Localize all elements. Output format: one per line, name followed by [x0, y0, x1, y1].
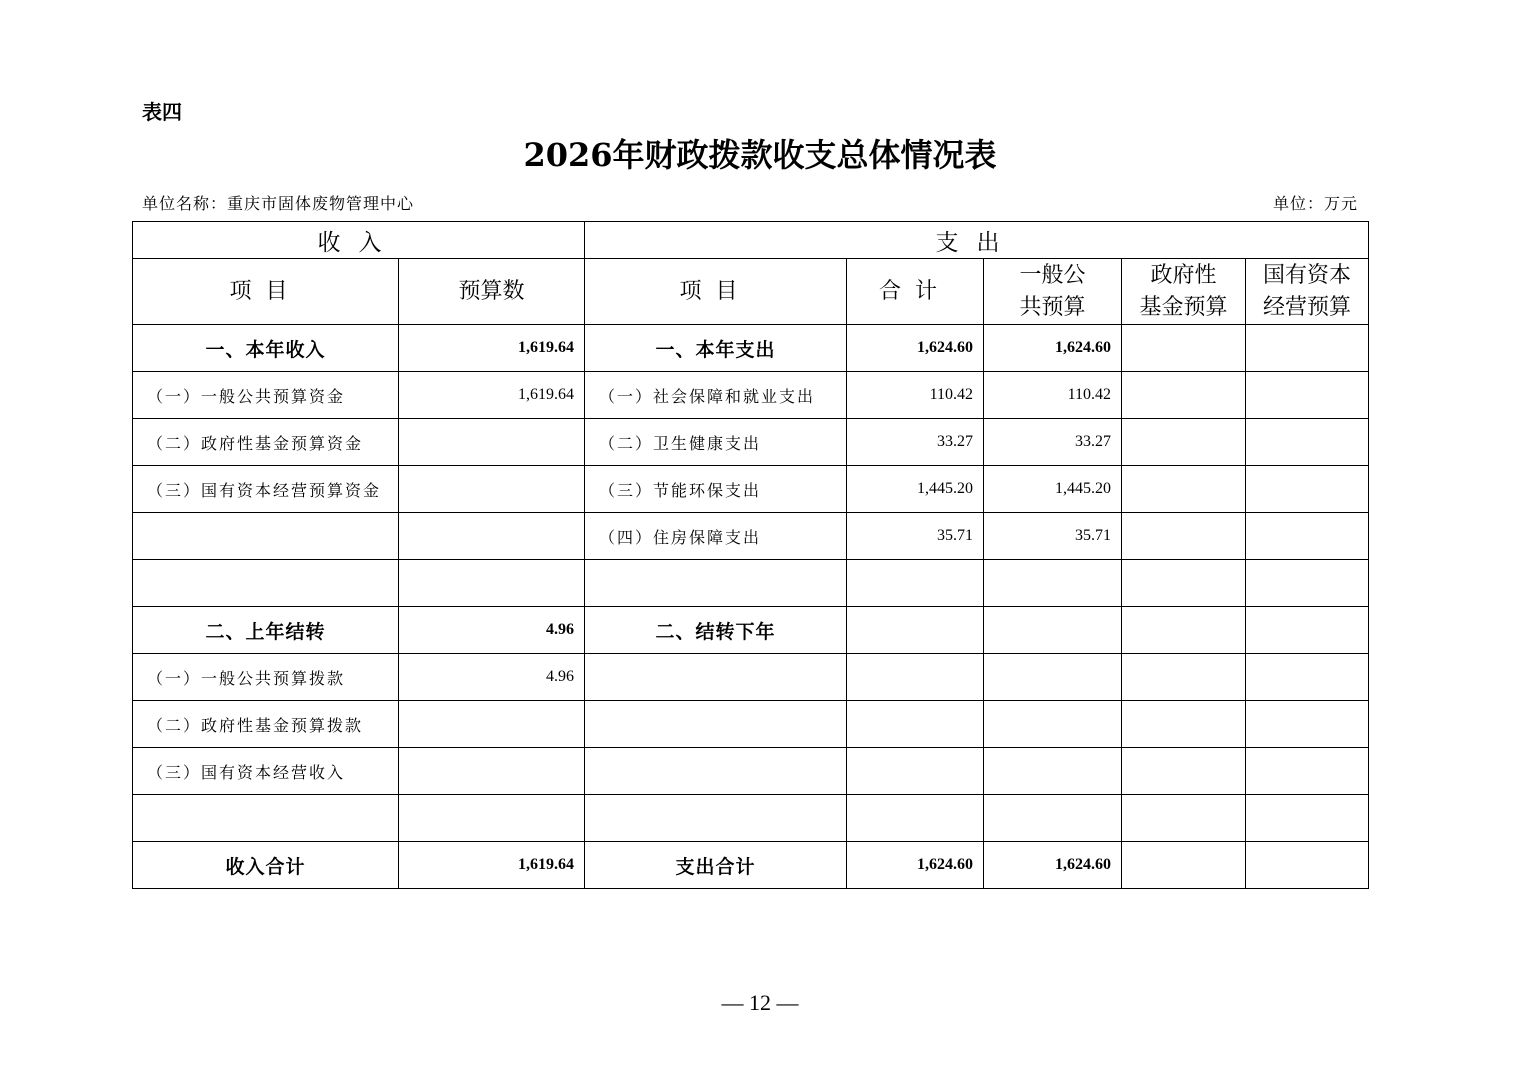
expense-item-cell [585, 795, 847, 842]
state-capital-cell [1246, 372, 1369, 419]
state-capital-cell [1246, 701, 1369, 748]
table-row [133, 842, 1369, 889]
state-capital-cell [1246, 654, 1369, 701]
expense-item-cell [585, 560, 847, 607]
income-item-cell: 一、本年收入 [133, 325, 399, 372]
table-label: 表四 [142, 100, 182, 124]
general-public-header-line1: 一般公 [1019, 262, 1086, 288]
gov-fund-cell [1122, 795, 1246, 842]
income-item-cell [133, 795, 399, 842]
table-row [133, 795, 1369, 842]
income-item-header: 项目 [133, 259, 399, 325]
expense-item-cell [585, 748, 847, 795]
general-public-cell [984, 748, 1122, 795]
general-public-cell [984, 795, 1122, 842]
income-value-cell [399, 748, 585, 795]
state-capital-cell [1246, 560, 1369, 607]
total-cell: 1,624.60 [847, 325, 984, 372]
gov-fund-cell [1122, 325, 1246, 372]
general-public-header-line2: 共预算 [1019, 294, 1086, 320]
gov-fund-cell [1122, 419, 1246, 466]
total-header: 合计 [847, 259, 984, 325]
state-capital-cell [1246, 795, 1369, 842]
income-value-cell: 4.96 [399, 654, 585, 701]
gov-fund-header-line2: 基金预算 [1139, 294, 1228, 320]
gov-fund-header-line1: 政府性 [1150, 262, 1217, 288]
general-public-cell: 1,445.20 [984, 466, 1122, 513]
table-row [133, 654, 1369, 701]
expense-item-cell: （三）节能环保支出 [585, 466, 847, 513]
income-item-cell: 收入合计 [133, 842, 399, 889]
table-row [133, 466, 1369, 513]
table-row [133, 701, 1369, 748]
income-item-cell: 二、上年结转 [133, 607, 399, 654]
gov-fund-cell [1122, 372, 1246, 419]
state-capital-cell [1246, 419, 1369, 466]
table-row [133, 748, 1369, 795]
total-cell [847, 607, 984, 654]
expense-item-cell: （四）住房保障支出 [585, 513, 847, 560]
income-item-cell: （三）国有资本经营预算资金 [133, 466, 399, 513]
expense-item-cell: 支出合计 [585, 842, 847, 889]
income-value-cell [399, 701, 585, 748]
gov-fund-cell [1122, 466, 1246, 513]
general-public-cell: 1,624.60 [984, 325, 1122, 372]
general-public-cell [984, 560, 1122, 607]
total-cell [847, 795, 984, 842]
state-capital-cell [1246, 748, 1369, 795]
table-row [133, 372, 1369, 419]
income-group-header: 收入 [133, 222, 585, 259]
total-cell: 35.71 [847, 513, 984, 560]
income-item-cell [133, 513, 399, 560]
income-value-cell [399, 795, 585, 842]
unit-label: 单位：万元 [1272, 194, 1358, 213]
state-capital-cell [1246, 513, 1369, 560]
income-value-cell [399, 466, 585, 513]
table-row [133, 513, 1369, 560]
gov-fund-cell [1122, 607, 1246, 654]
gov-fund-cell [1122, 560, 1246, 607]
header-columns-row [133, 259, 1369, 325]
gov-fund-cell [1122, 701, 1246, 748]
income-item-cell: （一）一般公共预算资金 [133, 372, 399, 419]
income-item-cell: （二）政府性基金预算资金 [133, 419, 399, 466]
state-capital-cell [1246, 466, 1369, 513]
total-cell: 1,445.20 [847, 466, 984, 513]
income-value-cell [399, 513, 585, 560]
total-cell: 33.27 [847, 419, 984, 466]
gov-fund-header [1122, 259, 1246, 325]
general-public-cell [984, 701, 1122, 748]
total-cell [847, 748, 984, 795]
general-public-cell: 1,624.60 [984, 842, 1122, 889]
total-cell: 110.42 [847, 372, 984, 419]
income-item-cell [133, 560, 399, 607]
state-capital-cell [1246, 325, 1369, 372]
state-capital-header-line1: 国有资本 [1263, 262, 1352, 288]
gov-fund-cell [1122, 654, 1246, 701]
page-number: — 12 — [721, 990, 799, 1015]
income-budget-header: 预算数 [399, 259, 585, 325]
total-cell [847, 654, 984, 701]
header-group-row [133, 222, 1369, 259]
expense-item-cell [585, 654, 847, 701]
budget-table [132, 221, 1369, 889]
income-value-cell [399, 560, 585, 607]
total-cell: 1,624.60 [847, 842, 984, 889]
income-value-cell: 1,619.64 [399, 325, 585, 372]
total-cell [847, 701, 984, 748]
gov-fund-cell [1122, 748, 1246, 795]
expense-item-cell: （一）社会保障和就业支出 [585, 372, 847, 419]
general-public-cell: 110.42 [984, 372, 1122, 419]
general-public-cell: 35.71 [984, 513, 1122, 560]
table-row [133, 607, 1369, 654]
state-capital-cell [1246, 607, 1369, 654]
expense-item-cell: 一、本年支出 [585, 325, 847, 372]
table-row [133, 325, 1369, 372]
expense-group-header: 支出 [585, 222, 1369, 259]
table-row [133, 419, 1369, 466]
table-row [133, 560, 1369, 607]
general-public-cell [984, 654, 1122, 701]
state-capital-cell [1246, 842, 1369, 889]
income-value-cell: 1,619.64 [399, 842, 585, 889]
income-value-cell [399, 419, 585, 466]
expense-item-cell: （二）卫生健康支出 [585, 419, 847, 466]
general-public-cell [984, 607, 1122, 654]
total-cell [847, 560, 984, 607]
state-capital-header-line2: 经营预算 [1263, 294, 1352, 320]
income-item-cell: （三）国有资本经营收入 [133, 748, 399, 795]
general-public-cell: 33.27 [984, 419, 1122, 466]
gov-fund-cell [1122, 842, 1246, 889]
income-value-cell: 4.96 [399, 607, 585, 654]
expense-item-cell [585, 701, 847, 748]
state-capital-header [1246, 259, 1369, 325]
page-title: 2026年财政拨款收支总体情况表 [523, 136, 997, 174]
expense-item-cell: 二、结转下年 [585, 607, 847, 654]
general-public-header [984, 259, 1122, 325]
income-item-cell: （二）政府性基金预算拨款 [133, 701, 399, 748]
unit-name: 单位名称：重庆市固体废物管理中心 [142, 194, 415, 213]
gov-fund-cell [1122, 513, 1246, 560]
income-value-cell: 1,619.64 [399, 372, 585, 419]
expense-item-header: 项目 [585, 259, 847, 325]
income-item-cell: （一）一般公共预算拨款 [133, 654, 399, 701]
